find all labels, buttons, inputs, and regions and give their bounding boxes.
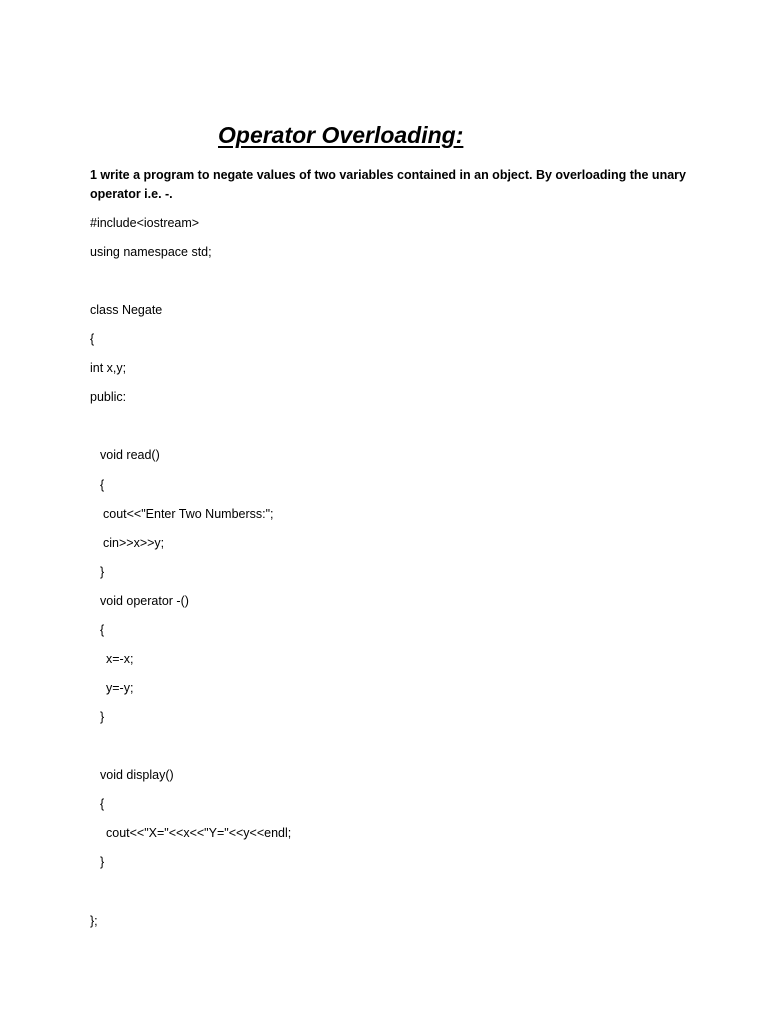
code-line: void operator -() [100,594,189,608]
code-line: } [100,855,105,869]
code-line: }; [90,914,98,928]
page-title: Operator Overloading: [218,122,464,148]
code-line: } [100,710,105,724]
code-line: { [100,797,105,811]
code-line: cout<<"X="<<x<<"Y="<<y<<endl; [106,826,292,840]
code-line: class Negate [90,303,163,317]
code-line: cout<<"Enter Two Numberss:"; [103,507,274,521]
code-line: public: [90,390,127,404]
code-line: { [100,623,105,637]
code-line: using namespace std; [90,245,212,259]
code-line: cin>>x>>y; [103,536,165,550]
code-line: } [100,565,105,579]
code-line: int x,y; [90,361,127,375]
code-line: { [90,332,95,346]
code-line: void read() [100,448,160,462]
question-text: 1 write a program to negate values of two variables contained in an object. By overloading the unary operator i.e. -. [90,168,686,201]
code-line: y=-y; [106,681,134,695]
code-line: void display() [100,768,174,782]
code-line: { [100,478,105,492]
code-line: #include<iostream> [90,216,200,230]
code-line: x=-x; [106,652,134,666]
